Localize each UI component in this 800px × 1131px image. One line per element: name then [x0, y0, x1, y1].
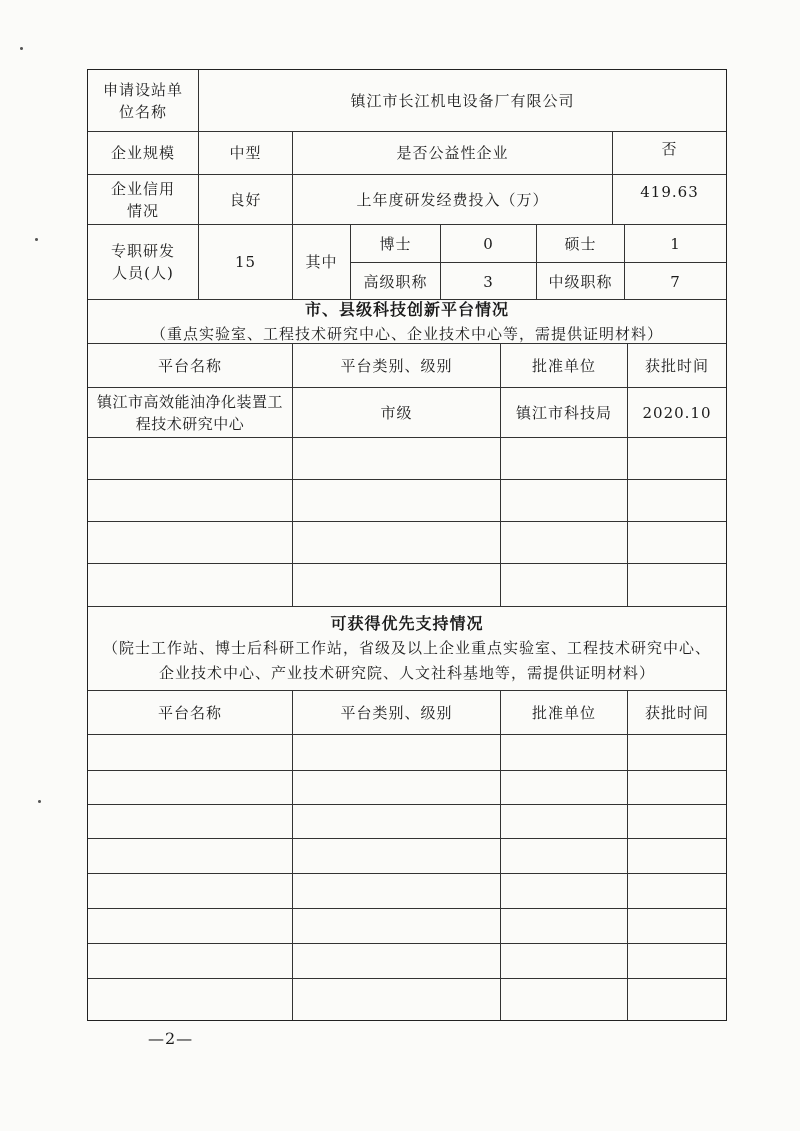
- platforms-row: [88, 480, 726, 522]
- doctor-label: 博士: [350, 225, 440, 262]
- rd-expense-value: 419.63: [612, 175, 726, 224]
- platforms-header-category: 平台类别、级别: [292, 344, 500, 387]
- priority-cell-name: [88, 874, 292, 908]
- staff-row: [88, 225, 726, 300]
- priority-row: [88, 805, 726, 839]
- platforms-cell-category: [292, 522, 500, 563]
- credit-value: 良好: [198, 175, 292, 224]
- priority-header-category: 平台类别、级别: [292, 691, 500, 734]
- scan-speck: [38, 800, 41, 803]
- scan-speck: [35, 238, 38, 241]
- senior-title-value: 3: [440, 263, 536, 300]
- master-label: 硕士: [536, 225, 624, 262]
- platforms-cell-approver: [500, 438, 627, 479]
- priority-cell-approver: [500, 805, 627, 838]
- priority-cell-name: [88, 805, 292, 838]
- priority-row: [88, 909, 726, 944]
- platforms-row: [88, 522, 726, 564]
- platforms-cell-name: [88, 480, 292, 521]
- priority-header-approver: 批准单位: [500, 691, 627, 734]
- priority-cell-date: [627, 944, 726, 978]
- page-number: —2—: [148, 1029, 194, 1048]
- scale-label: 企业规模: [110, 144, 175, 162]
- platforms-cell-category: 市级: [292, 388, 500, 437]
- platforms-cell-date: [627, 480, 726, 521]
- priority-cell-name: [88, 735, 292, 770]
- master-value: 1: [624, 225, 726, 262]
- staff-label: 专职研发人员(人): [110, 242, 175, 282]
- rd-expense-label: 上年度研发经费投入（万）: [292, 175, 612, 224]
- platforms-header-name: 平台名称: [157, 356, 222, 375]
- platforms-header-row: [88, 344, 726, 388]
- priority-cell-category: [292, 805, 500, 838]
- priority-subtitle-line2: 企业技术中心、产业技术研究院、人文社科基地等，需提供证明材料）: [158, 664, 655, 682]
- priority-cell-name: [88, 771, 292, 804]
- platforms-cell-date: [627, 522, 726, 563]
- priority-header-name: 平台名称: [157, 703, 222, 722]
- priority-cell-category: [292, 874, 500, 908]
- applicant-label: 申请设站单位名称: [102, 80, 183, 121]
- platforms-cell-name: [88, 564, 292, 606]
- priority-header-date: 获批时间: [627, 691, 726, 734]
- priority-cell-approver: [500, 979, 627, 1020]
- staff-value: 15: [198, 225, 292, 299]
- priority-cell-approver: [500, 771, 627, 804]
- among-label: 其中: [292, 225, 350, 299]
- platforms-header-approver: 批准单位: [500, 344, 627, 387]
- priority-cell-category: [292, 944, 500, 978]
- public-welfare-label: 是否公益性企业: [292, 132, 612, 174]
- platforms-cell-approver: 镇江市科技局: [500, 388, 627, 437]
- priority-row: [88, 979, 726, 1020]
- priority-cell-name: [88, 979, 292, 1020]
- platforms-subtitle: （重点实验室、工程技术研究中心、企业技术中心等，需提供证明材料）: [150, 324, 663, 343]
- platforms-cell-approver: [500, 522, 627, 563]
- priority-cell-date: [627, 909, 726, 943]
- credit-row: [88, 175, 726, 225]
- scale-value: 中型: [198, 132, 292, 174]
- platforms-cell-date: [627, 438, 726, 479]
- credit-label: 企业信用情况: [110, 179, 175, 220]
- priority-cell-approver: [500, 735, 627, 770]
- priority-row: [88, 771, 726, 805]
- priority-cell-date: [627, 839, 726, 873]
- priority-subtitle-line1: （院士工作站、博士后科研工作站，省级及以上企业重点实验室、工程技术研究中心、: [102, 639, 711, 657]
- platforms-cell-name: 镇江市高效能油净化装置工程技术研究中心: [96, 392, 283, 433]
- priority-cell-name: [88, 909, 292, 943]
- applicant-row: [88, 70, 726, 132]
- platforms-cell-category: [292, 438, 500, 479]
- priority-cell-category: [292, 735, 500, 770]
- middle-title-value: 7: [624, 263, 726, 300]
- platforms-title: 市、县级科技创新平台情况: [304, 299, 509, 319]
- platforms-section-header: [88, 300, 726, 344]
- priority-header-row: [88, 691, 726, 735]
- priority-section-header: [88, 607, 726, 691]
- priority-cell-date: [627, 874, 726, 908]
- platforms-header-date: 获批时间: [627, 344, 726, 387]
- priority-cell-approver: [500, 909, 627, 943]
- priority-cell-category: [292, 771, 500, 804]
- platforms-cell-name: [88, 522, 292, 563]
- scan-speck: [20, 47, 23, 50]
- platforms-row: [88, 564, 726, 607]
- priority-row: [88, 874, 726, 909]
- applicant-value: 镇江市长江机电设备厂有限公司: [198, 70, 726, 131]
- priority-cell-date: [627, 805, 726, 838]
- priority-cell-approver: [500, 839, 627, 873]
- priority-cell-name: [88, 944, 292, 978]
- priority-cell-category: [292, 979, 500, 1020]
- priority-row: [88, 735, 726, 771]
- platforms-row: [88, 388, 726, 438]
- scale-row: [88, 132, 726, 175]
- platforms-cell-approver: [500, 564, 627, 606]
- platforms-cell-date: 2020.10: [627, 388, 726, 437]
- platforms-cell-name: [88, 438, 292, 479]
- priority-cell-name: [88, 839, 292, 873]
- priority-cell-date: [627, 979, 726, 1020]
- application-form-table: [87, 69, 727, 1021]
- priority-row: [88, 944, 726, 979]
- senior-title-label: 高级职称: [350, 263, 440, 300]
- platforms-cell-category: [292, 564, 500, 606]
- platforms-row: [88, 438, 726, 480]
- priority-cell-approver: [500, 874, 627, 908]
- platforms-cell-category: [292, 480, 500, 521]
- public-welfare-value: 否: [612, 132, 726, 174]
- priority-row: [88, 839, 726, 874]
- middle-title-label: 中级职称: [536, 263, 624, 300]
- priority-cell-date: [627, 735, 726, 770]
- priority-cell-approver: [500, 944, 627, 978]
- doctor-value: 0: [440, 225, 536, 262]
- priority-cell-category: [292, 839, 500, 873]
- platforms-cell-approver: [500, 480, 627, 521]
- priority-cell-category: [292, 909, 500, 943]
- platforms-cell-date: [627, 564, 726, 606]
- priority-title: 可获得优先支持情况: [330, 614, 484, 633]
- priority-cell-date: [627, 771, 726, 804]
